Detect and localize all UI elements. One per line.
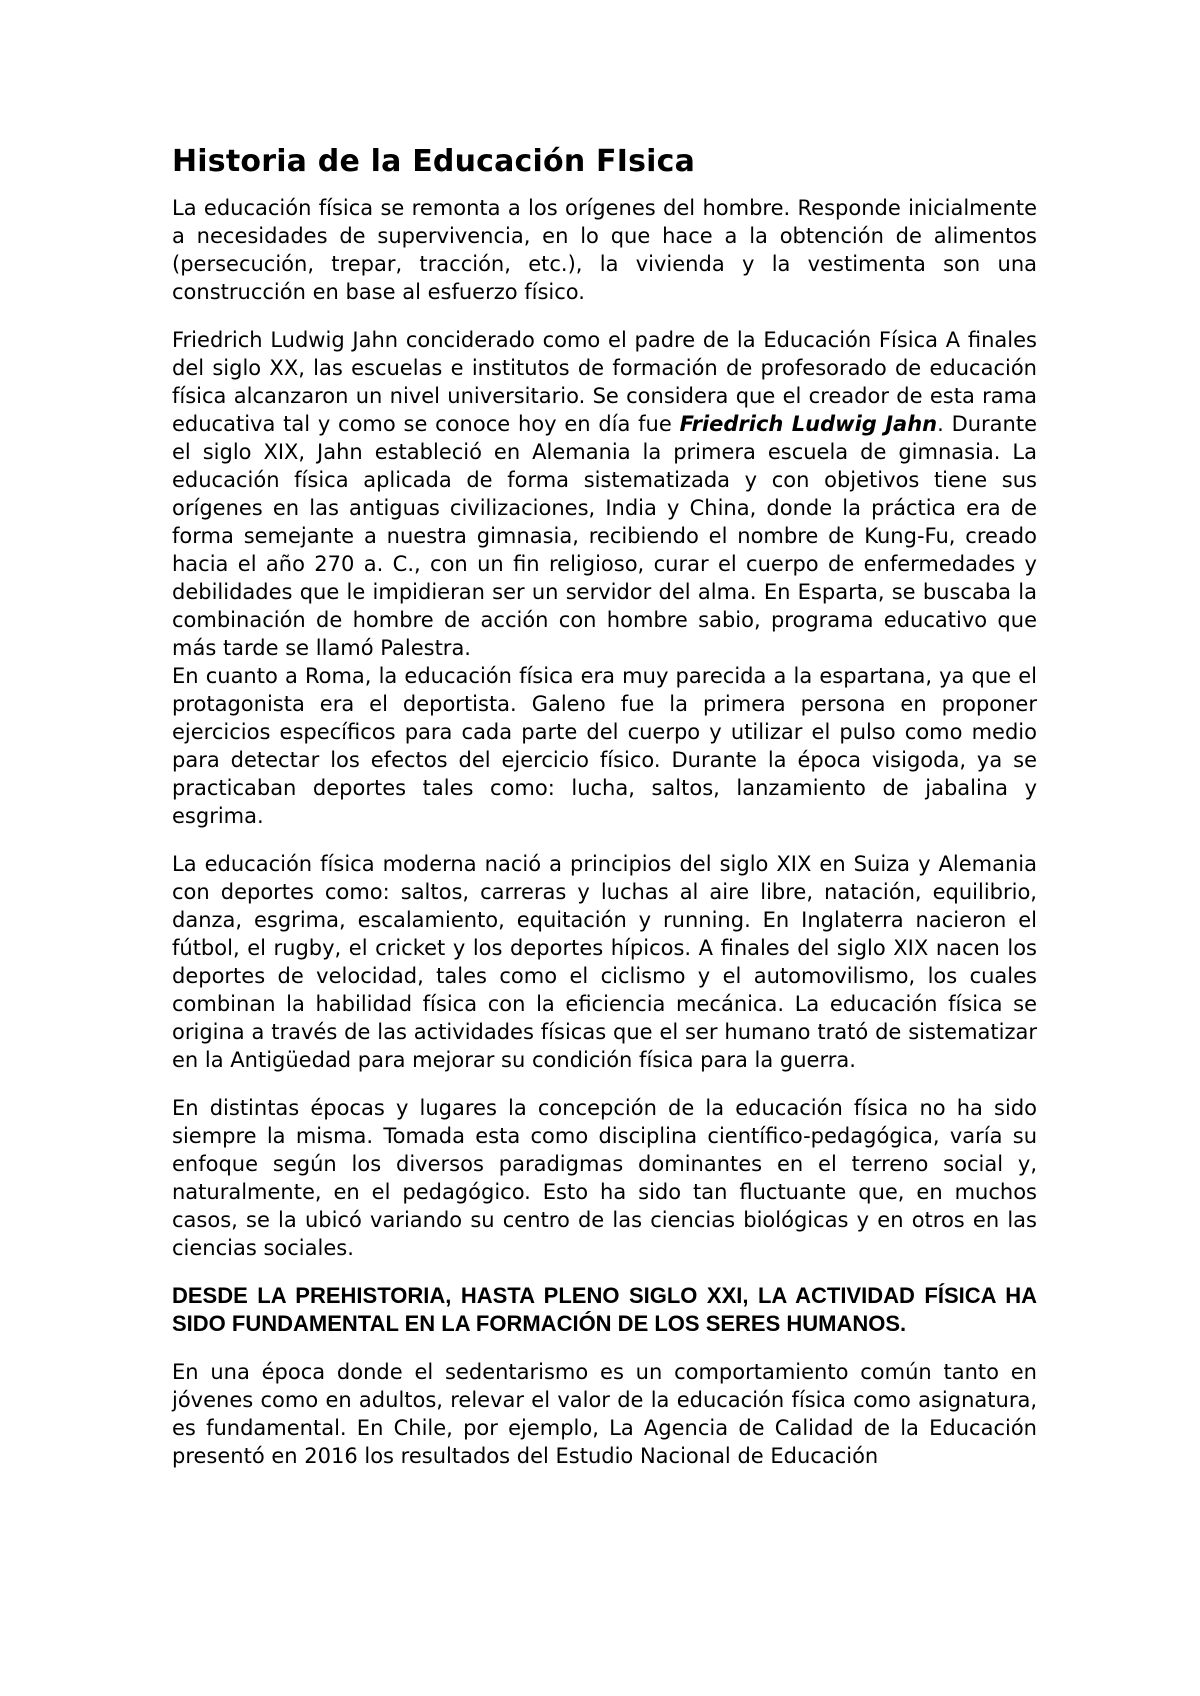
jahn-name-emphasis: Friedrich Ludwig Jahn [679, 412, 938, 436]
document-title: Historia de la Educación FIsica [172, 144, 696, 179]
paragraph-jahn-text-before: Friedrich Ludwig Jahn conciderado como el padre de la Educación Física A finales del siglo XX, las escuelas e institutos de formación de profesorado de educación física alcanzaron un nivel universitario. Se considera que el creador de esta rama educativa tal y como se conoce hoy en día fue [172, 328, 1037, 436]
paragraph-origins: La educación física se remonta a los orígenes del hombre. Responde inicialmente a necesidades de supervivencia, en lo que hace a la obtención de alimentos (persecución, trepar, tracción, etc.), la vivienda y la vestimenta son una construcción en base al esfuerzo físico. [172, 196, 1037, 304]
paragraph-rome: En cuanto a Roma, la educación física era muy parecida a la espartana, ya que el protagonista era el deportista. Galeno fue la primera persona en proponer ejercicios específicos para cada parte del cuerpo y utilizar el pulso como medio para detectar los efectos del ejercicio físico. Durante la época visigoda, ya se practicaban deportes tales como: lucha, saltos, lanzamiento de jabalina y esgrima. [172, 664, 1037, 828]
document-body [172, 142, 1037, 1490]
paragraph-jahn [172, 326, 1037, 662]
paragraph-jahn-text-after: . Durante el siglo XIX, Jahn estableció en Alemania la primera escuela de gimnasia. La educación física aplicada de forma sistematizada y con objetivos tiene sus orígenes en las antiguas civilizaciones, India y China, donde la práctica era de forma semejante a nuestra gimnasia, recibiendo el nombre de Kung-Fu, creado hacia el año 270 a. C., con un fin religioso, curar el cuerpo de enfermedades y debilidades que le impidieran ser un servidor del alma. En Esparta, se buscaba la combinación de hombre de acción con hombre sabio, programa educativo que más tarde se llamó Palestra. [172, 412, 1038, 660]
paragraph-sedentarism: En una época donde el sedentarismo es un comportamiento común tanto en jóvenes como en adultos, relevar el valor de la educación física como asignatura, es fundamental. En Chile, por ejemplo, La Agencia de Calidad de la Educación presentó en 2016 los resultados del Estudio Nacional de Educación [172, 1360, 1037, 1468]
paragraph-conception: En distintas épocas y lugares la concepción de la educación física no ha sido siempre la misma. Tomada esta como disciplina científico-pedagógica, varía su enfoque según los diversos paradigmas dominantes en el terreno social y, naturalmente, en el pedagógico. Esto ha sido tan fluctuante que, en muchos casos, se la ubicó variando su centro de las ciencias biológicas y en otros en las ciencias sociales. [172, 1096, 1037, 1260]
paragraph-modern: La educación física moderna nació a principios del siglo XIX en Suiza y Alemania con deportes como: saltos, carreras y luchas al aire libre, natación, equilibrio, danza, esgrima, escalamiento, equitación y running. En Inglaterra nacieron el fútbol, el rugby, el cricket y los deportes hípicos. A finales del siglo XIX nacen los deportes de velocidad, tales como el ciclismo y el automovilismo, los cuales combinan la habilidad física con la eficiencia mecánica. La educación física se origina a través de las actividades físicas que el ser humano trató de sistematizar en la Antigüedad para mejorar su condición física para la guerra. [172, 852, 1037, 1072]
section-heading: DESDE LA PREHISTORIA, HASTA PLENO SIGLO XXI, LA ACTIVIDAD FÍSICA HA SIDO FUNDAMENTAL EN LA FORMACIÓN DE LOS SERES HUMANOS. [172, 1283, 1037, 1336]
